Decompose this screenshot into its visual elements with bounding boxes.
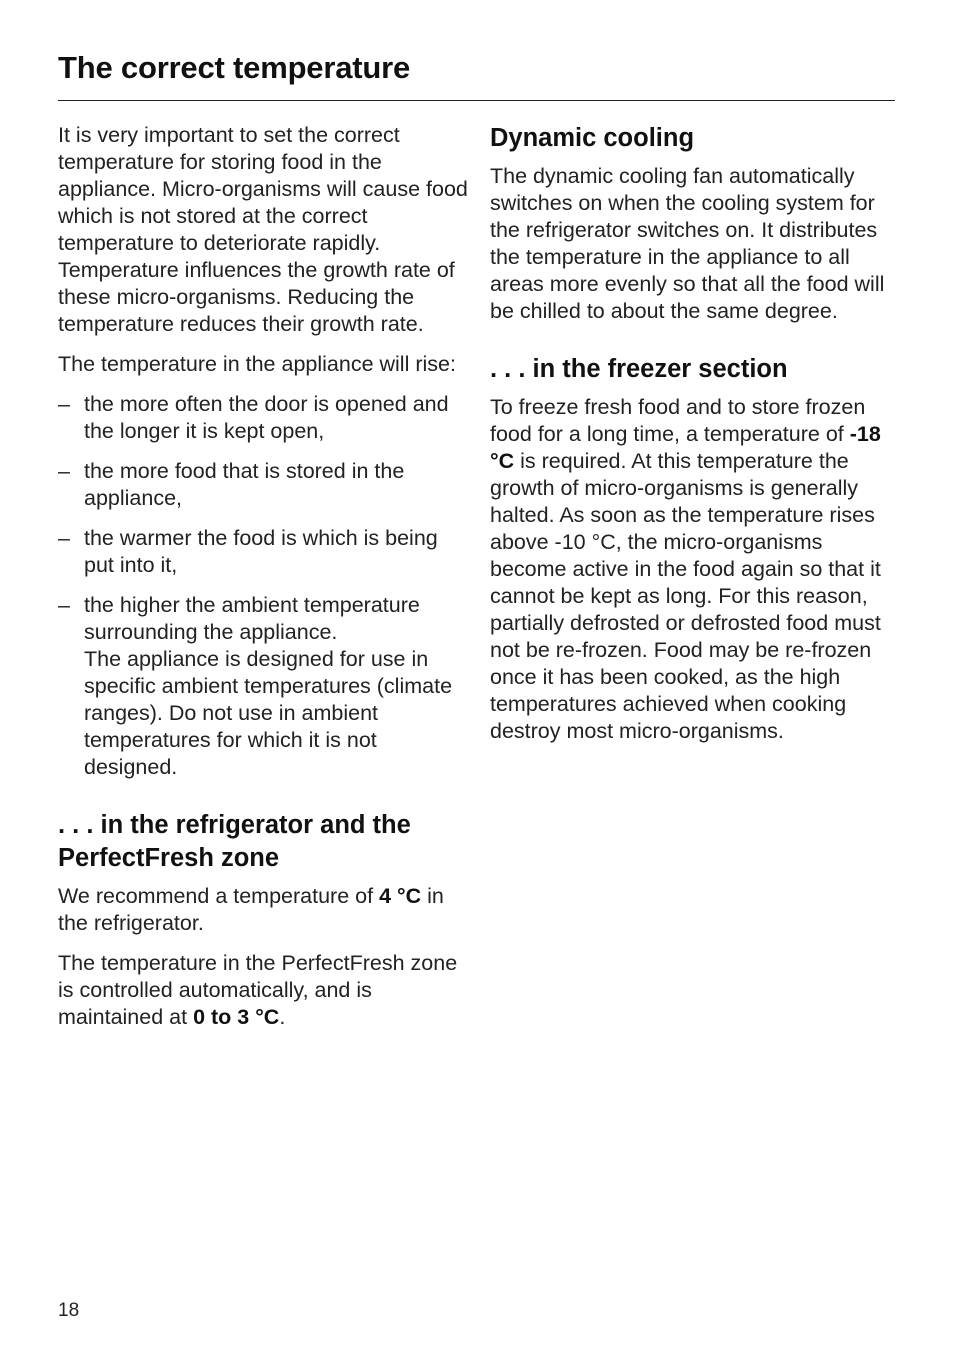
freezer-paragraph — [490, 394, 900, 745]
recommend-value: 4 °C — [379, 884, 422, 908]
list-item — [58, 525, 468, 579]
refrigerator-heading-line2: PerfectFresh zone — [58, 844, 280, 872]
recommend-suffix: in the refrigerator. — [58, 884, 444, 935]
list-item-note: The appliance is designed for use in specific ambient temperatures (climate ranges). Do not use in ambient temperatures for which it is not designed. — [84, 647, 453, 779]
list-item-text: the more often the door is opened and the longer it is kept open, — [84, 392, 449, 443]
refrigerator-heading — [58, 809, 468, 875]
refrigerator-heading-line1: . . . in the refrigerator and the — [58, 811, 411, 839]
list-item — [58, 458, 468, 512]
freezer-heading: . . . in the freezer section — [490, 355, 788, 383]
rise-intro-paragraph: The temperature in the appliance will rise: — [58, 352, 456, 376]
list-item-text: the higher the ambient temperature surrounding the appliance. — [84, 593, 420, 644]
list-item-text: the more food that is stored in the appliance, — [84, 459, 405, 510]
dash-marker: – — [58, 526, 70, 550]
freezer-suffix: is required. At this temperature the growth of micro-organisms is generally halted. As soon as the temperature rises above -10 °C, the micro-organisms become active in the food again so that it cannot be kept as long. For this reason, partially defrosted or defrosted food must not be re-frozen. Food may be re-frozen once it has been cooked, as the high temperatures achieved when cooking destroy most micro-organisms. — [490, 449, 881, 743]
dash-marker: – — [58, 593, 70, 617]
dash-marker: – — [58, 392, 70, 416]
recommend-paragraph — [58, 883, 468, 937]
list-item — [58, 391, 468, 445]
perfectfresh-paragraph — [58, 950, 468, 1031]
title-divider — [58, 100, 895, 101]
freezer-prefix: To freeze fresh food and to store frozen food for a long time, a temperature of — [490, 395, 866, 446]
dash-marker: – — [58, 459, 70, 483]
left-column — [58, 122, 468, 1044]
temperature-rise-list — [58, 391, 468, 781]
page-title: The correct temperature — [58, 50, 411, 85]
dynamic-cooling-heading: Dynamic cooling — [490, 124, 695, 152]
right-column — [490, 122, 900, 758]
freezer-value: -18 °C — [490, 422, 881, 473]
perfectfresh-value: 0 to 3 °C — [193, 1005, 280, 1029]
list-item — [58, 592, 468, 781]
page-number: 18 — [58, 1300, 80, 1321]
intro-paragraph: It is very important to set the correct temperature for storing food in the appliance. Micro-organisms will cause food which is not stored at the correct temperature to deteriorate rapidly. Temperature influences the growth rate of these micro-organisms. Reducing the temperature reduces their growth rate. — [58, 123, 468, 336]
list-item-text: the warmer the food is which is being put into it, — [84, 526, 438, 577]
perfectfresh-suffix: . — [279, 1005, 286, 1029]
recommend-prefix: We recommend a temperature of — [58, 884, 380, 908]
perfectfresh-prefix: The temperature in the PerfectFresh zone is controlled automatically, and is maintained at — [58, 951, 458, 1029]
dynamic-cooling-paragraph: The dynamic cooling fan automatically switches on when the cooling system for the refrigerator switches on. It distributes the temperature in the appliance to all areas more evenly so that all the food will be chilled to about the same degree. — [490, 164, 885, 323]
